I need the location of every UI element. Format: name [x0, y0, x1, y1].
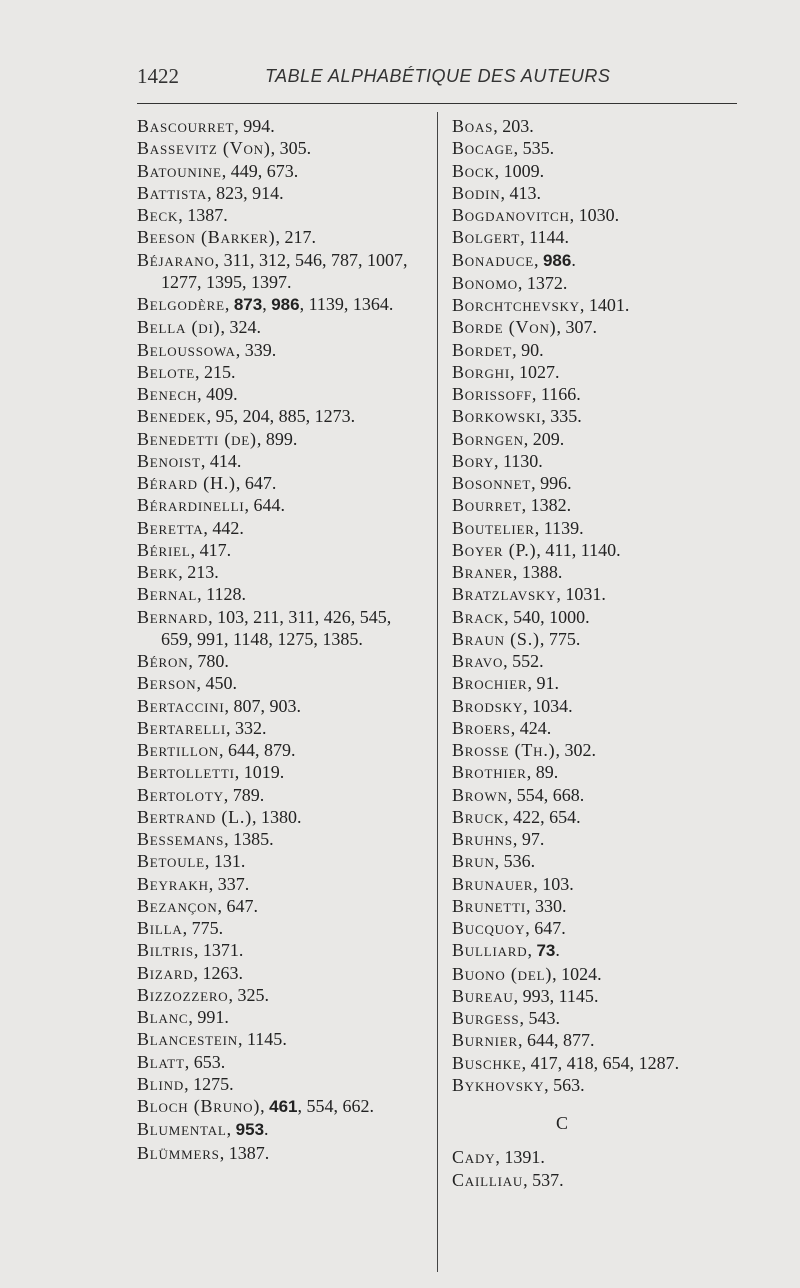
index-entry: Belgodère, 873, 986, 1139, 1364. [137, 294, 394, 314]
index-entry: Bériel, 417. [137, 539, 232, 560]
index-entry: Bernal, 1128. [137, 584, 246, 605]
index-entry: Bykhovsky, 563. [452, 1074, 585, 1095]
index-entry: Brosse (Th.), 302. [452, 740, 596, 760]
index-entry: Bertaccini, 807, 903. [137, 695, 302, 716]
index-entry: Bérard (H.), 647. [137, 473, 277, 493]
index-entry: Broers, 424. [452, 717, 552, 738]
index-entry: Bourret, 1382. [452, 495, 572, 516]
index-entry: Bory, 1130. [452, 450, 543, 471]
index-entry: Bodin, 413. [452, 182, 541, 203]
index-entry: Béjarano, 311, 312, 546, 787, 1007, 1277, 1395, 1397. [137, 249, 408, 292]
index-entry: Beretta, 442. [137, 517, 244, 538]
index-entry: Bonaduce, 986. [452, 249, 576, 270]
index-entry: Benedek, 95, 204, 885, 1273. [137, 406, 356, 427]
index-entry: Benedetti (de), 899. [137, 428, 298, 449]
index-entry: Boutelier, 1139. [452, 517, 584, 538]
index-entry: Brunauer, 103. [452, 873, 574, 894]
index-entry: Bérardinelli, 644. [137, 495, 286, 516]
index-entry: Buschke, 417, 418, 654, 1287. [452, 1052, 680, 1073]
index-entry: Brodsky, 1034. [452, 695, 573, 716]
index-entry: Borngen, 209. [452, 428, 565, 449]
index-entry: Battista, 823, 914. [137, 182, 284, 203]
page-number: 1422 [137, 64, 179, 88]
index-entry: Berk, 213. [137, 562, 219, 582]
index-entry: Bureau, 993, 1145. [452, 985, 599, 1006]
index-entry: Bizard, 1263. [137, 962, 244, 983]
index-entry: Bertrand (L.), 1380. [137, 806, 302, 827]
index-entry: Beeson (Barker), 217. [137, 227, 316, 248]
index-entry: Billa, 775. [137, 918, 224, 938]
index-entry: Burnier, 644, 877. [452, 1030, 595, 1051]
index-entry: Bogdanovitch, 1030. [452, 205, 620, 225]
header-rule [137, 103, 737, 104]
index-entry: Béron, 780. [137, 651, 229, 671]
index-entry: Bernard, 103, 211, 311, 426, 545, 659, 991, 1148, 1275, 1385. [137, 606, 392, 649]
index-entry: Bessemans, 1385. [137, 829, 274, 849]
index-entry: Borissoff, 1166. [452, 384, 581, 404]
index-entry: Bella (di), 324. [137, 317, 261, 338]
index-entry: Borghi, 1027. [452, 361, 560, 382]
index-entry: Batounine, 449, 673. [137, 160, 299, 181]
index-entry: Brunetti, 330. [452, 895, 567, 916]
index-entry: Bucquoy, 647. [452, 918, 566, 938]
index-entry: Cailliau, 537. [452, 1169, 564, 1190]
index-entry: Bordet, 90. [452, 339, 544, 360]
index-entry: Brothier, 89. [452, 762, 559, 783]
index-entry: Berson, 450. [137, 673, 237, 694]
index-entry: Burgess, 543. [452, 1008, 560, 1028]
index-entry: Bertoloty, 789. [137, 784, 265, 805]
index-entry: Benech, 409. [137, 384, 238, 404]
index-entry: Bertillon, 644, 879. [137, 740, 296, 760]
index-entry: Brochier, 91. [452, 673, 559, 694]
index-entry: Betoule, 131. [137, 851, 246, 872]
index-entry: Blatt, 653. [137, 1051, 226, 1072]
left-column [137, 115, 427, 1164]
index-entry: Belote, 215. [137, 361, 236, 382]
index-entry: Bassevitz (Von), 305. [137, 138, 312, 159]
index-entry: Bertolletti, 1019. [137, 762, 285, 783]
index-entry: Bulliard, 73. [452, 940, 560, 961]
index-entry: Bock, 1009. [452, 160, 545, 181]
index-entry: Blancestein, 1145. [137, 1029, 287, 1050]
index-entry: Borkowski, 335. [452, 406, 582, 427]
right-column [452, 115, 752, 1191]
index-entry: Borde (Von), 307. [452, 317, 597, 338]
index-entry: Bratzlavsky, 1031. [452, 584, 606, 605]
index-entry: Boas, 203. [452, 116, 534, 136]
index-entry: Bruhns, 97. [452, 829, 545, 849]
index-entry: Benoist, 414. [137, 450, 242, 471]
index-entry: Brown, 554, 668. [452, 784, 585, 805]
index-entry: Bonomo, 1372. [452, 272, 568, 293]
index-entry: Bosonnet, 996. [452, 473, 572, 493]
index-entry: Blümmers, 1387. [137, 1142, 270, 1163]
index-entry: Bertarelli, 332. [137, 717, 267, 738]
index-entry: Brack, 540, 1000. [452, 606, 590, 627]
index-entry: Borchtchevsky, 1401. [452, 295, 630, 315]
index-entry: Bolgert, 1144. [452, 227, 569, 248]
index-entry: Bloch (Bruno), 461, 554, 662. [137, 1096, 374, 1116]
index-entry: Boyer (P.), 411, 1140. [452, 539, 621, 560]
index-entry: Buono (del), 1024. [452, 963, 602, 984]
column-divider [437, 112, 438, 1272]
section-letter: C [555, 1113, 568, 1133]
page-header [137, 64, 737, 94]
index-entry: Cady, 1391. [452, 1147, 545, 1168]
index-entry: Braun (S.), 775. [452, 628, 581, 649]
index-entry: Beyrakh, 337. [137, 873, 250, 894]
index-entry: Beck, 1387. [137, 205, 228, 225]
index-entry: Bruck, 422, 654. [452, 806, 581, 827]
index-entry: Blumental, 953. [137, 1119, 269, 1140]
index-entry: Bascourret, 994. [137, 116, 275, 136]
running-title: TABLE ALPHABÉTIQUE DES AUTEURS [265, 66, 611, 86]
index-entry: Biltris, 1371. [137, 940, 244, 961]
index-entry: Bocage, 535. [452, 138, 555, 159]
index-entry: Bizzozzero, 325. [137, 984, 269, 1005]
index-entry: Beloussowa, 339. [137, 339, 277, 360]
index-entry: Bravo, 552. [452, 651, 544, 671]
index-entry: Bezançon, 647. [137, 895, 259, 916]
index-entry: Blind, 1275. [137, 1073, 234, 1094]
index-entry: Brun, 536. [452, 851, 536, 872]
index-entry: Braner, 1388. [452, 562, 563, 582]
index-entry: Blanc, 991. [137, 1007, 229, 1027]
